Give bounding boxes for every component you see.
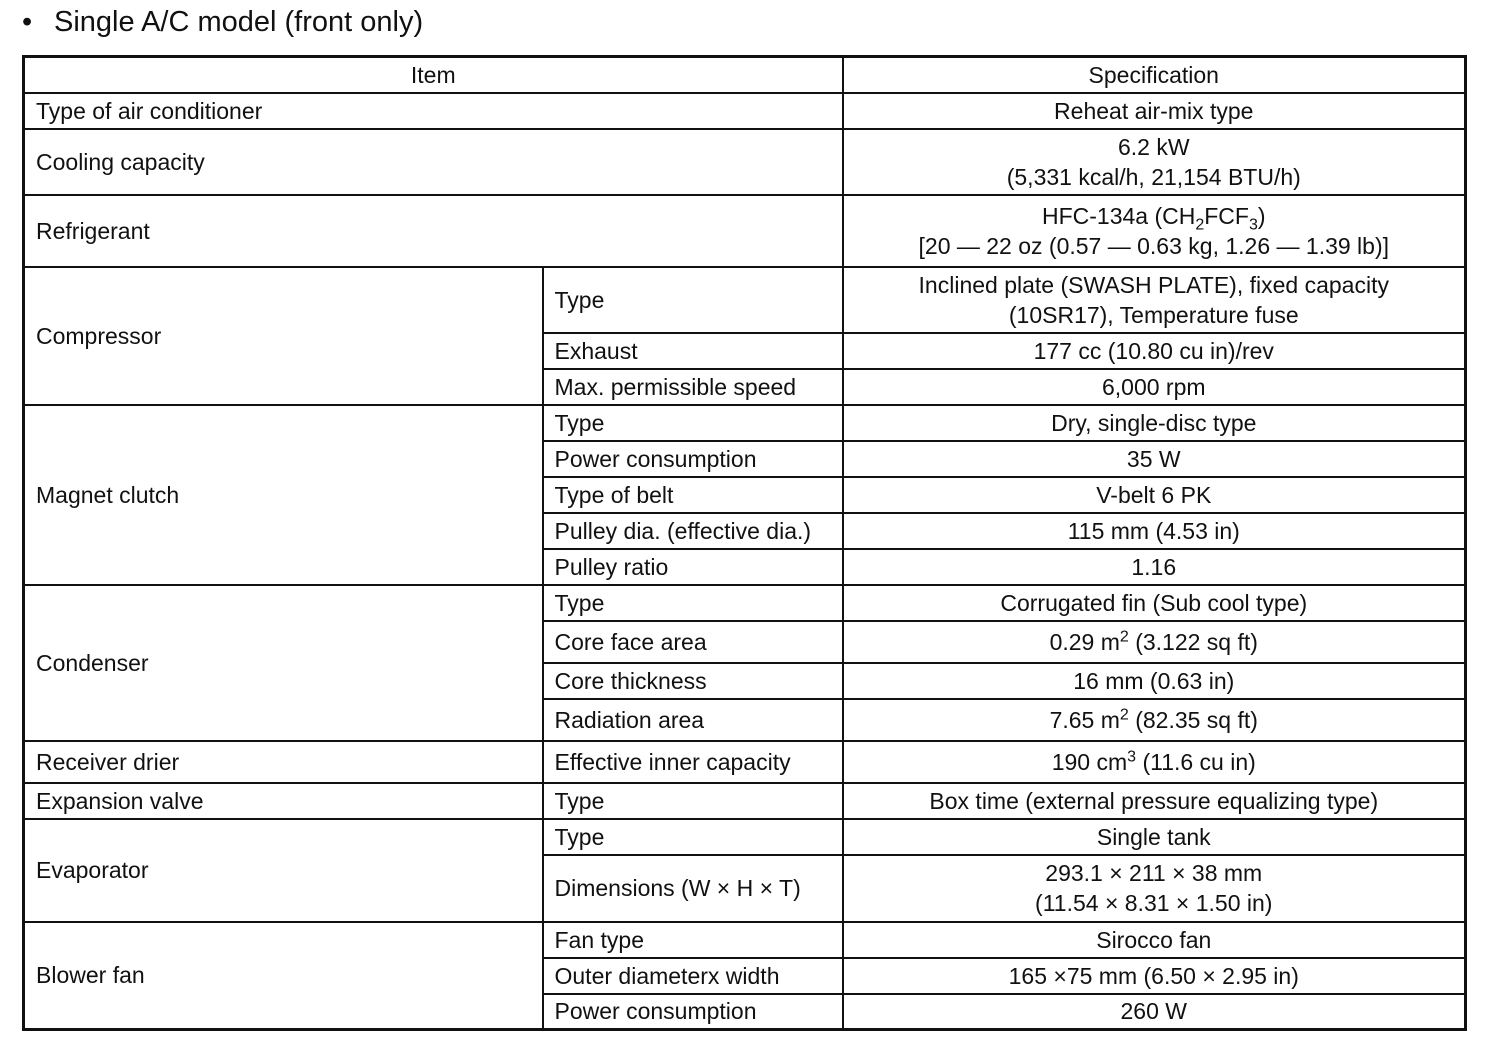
spec-value: 115 mm (4.53 in) (843, 513, 1466, 549)
spec-value: 16 mm (0.63 in) (843, 663, 1466, 699)
group-label: Receiver drier (24, 741, 543, 783)
sub-label: Power consumption (543, 441, 843, 477)
spec-table (22, 55, 1467, 1031)
sub-label: Type (543, 585, 843, 621)
spec-value: Sirocco fan (843, 922, 1466, 958)
sub-label: Dimensions (W × H × T) (543, 855, 843, 922)
table-row (24, 195, 1466, 267)
refrigerant-formula: HFC-134a $(CH_2FCF_3)$ (1041, 202, 1266, 234)
table-row (24, 405, 1466, 441)
sub-label: Effective inner capacity (543, 741, 843, 783)
spec-line: Inclined plate (SWASH PLATE), fixed capacity (918, 271, 1389, 298)
group-label: Compressor (24, 267, 543, 405)
sub-label: Fan type (543, 922, 843, 958)
spec-line: (11.54 × 8.31 × 1.50 in) (1035, 890, 1273, 916)
sub-label: Exhaust (543, 333, 843, 369)
table-row (24, 93, 1466, 129)
sub-label: Type (543, 819, 843, 855)
spec-line: [20 — 22 oz (0.57 — 0.63 kg, 1.26 — 1.39 lb)] (918, 232, 1390, 259)
spec-value (843, 267, 1466, 333)
table-row (24, 819, 1466, 855)
table-header-row (24, 57, 1466, 93)
table-row (24, 741, 1466, 783)
group-label: Evaporator (24, 819, 543, 922)
spec-value (843, 195, 1466, 267)
bullet-icon: • (22, 6, 33, 38)
section-heading (22, 2, 423, 42)
spec-value: Reheat air-mix type (843, 93, 1466, 129)
sub-label: Core thickness (543, 663, 843, 699)
spec-value: 260 W (843, 994, 1466, 1030)
spec-value: 1.16 (843, 549, 1466, 585)
spec-value: 7.65 $m^2$ (82.35 sq ft) (843, 699, 1466, 741)
group-label: Blower fan (24, 922, 543, 1030)
sub-label: Type (543, 405, 843, 441)
group-label: Condenser (24, 585, 543, 741)
table-row (24, 922, 1466, 958)
sub-label: Radiation area (543, 699, 843, 741)
sub-label: Type (543, 783, 843, 819)
spec-line: (10SR17), Temperature fuse (1008, 301, 1299, 328)
spec-value: 190 $cm^3$ (11.6 cu in) (843, 741, 1466, 783)
spec-value: Single tank (843, 819, 1466, 855)
spec-line: 293.1 × 211 × 38 mm (1045, 860, 1263, 886)
sub-label: Type (543, 267, 843, 333)
row-label: Cooling capacity (24, 129, 843, 195)
spec-value: 165 ×75 mm (6.50 × 2.95 in) (843, 958, 1466, 994)
heading-text: Single A/C model (front only) (54, 6, 424, 38)
group-label: Expansion valve (24, 783, 543, 819)
spec-line: (5,331 kcal/h, 21,154 BTU/h) (1006, 163, 1301, 190)
table-row (24, 585, 1466, 621)
spec-value: Dry, single-disc type (843, 405, 1466, 441)
sub-label: Power consumption (543, 994, 843, 1030)
spec-value (843, 855, 1466, 922)
table-row (24, 267, 1466, 333)
spec-value: 6,000 rpm (843, 369, 1466, 405)
spec-line: 6.2 kW (1117, 133, 1190, 160)
sub-label: Outer diameterx width (543, 958, 843, 994)
row-label: Refrigerant (24, 195, 843, 267)
sub-label: Pulley dia. (effective dia.) (543, 513, 843, 549)
spec-value: 0.29 $m^2$ (3.122 sq ft) (843, 621, 1466, 663)
sub-label: Core face area (543, 621, 843, 663)
spec-value (843, 129, 1466, 195)
spec-value: Box time (external pressure equalizing type) (843, 783, 1466, 819)
spec-value: Corrugated fin (Sub cool type) (843, 585, 1466, 621)
row-label: Type of air conditioner (24, 93, 843, 129)
table-row (24, 129, 1466, 195)
spec-value: 35 W (843, 441, 1466, 477)
sub-label: Pulley ratio (543, 549, 843, 585)
table-row (24, 783, 1466, 819)
sub-label: Max. permissible speed (543, 369, 843, 405)
sub-label: Type of belt (543, 477, 843, 513)
spec-value: 177 cc (10.80 cu in)/rev (843, 333, 1466, 369)
header-item: Item (24, 57, 843, 93)
group-label: Magnet clutch (24, 405, 543, 585)
header-specification: Specification (843, 57, 1466, 93)
spec-value: V-belt 6 PK (843, 477, 1466, 513)
